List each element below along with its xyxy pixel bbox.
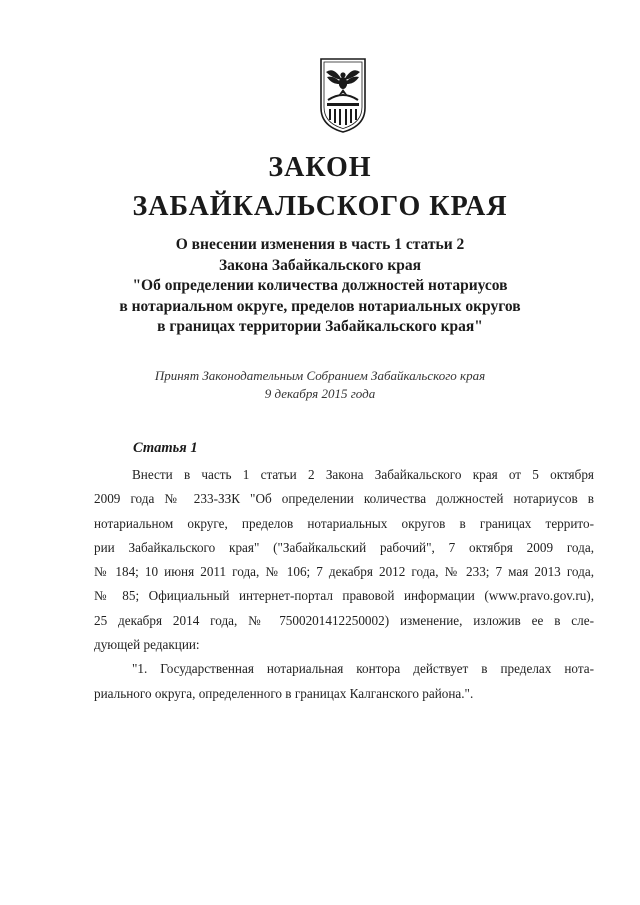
law-region-title: ЗАБАЙКАЛЬСКОГО КРАЯ [132, 191, 508, 222]
subtitle-line: О внесении изменения в часть 1 статьи 2 [175, 236, 465, 253]
paragraph-line: "1. Государственная нотариальная контора действует в пределах нота- [132, 661, 594, 677]
article-body [94, 463, 594, 706]
subtitle-line: "Об определении количества должностей нотариусов [132, 277, 508, 294]
law-title: ЗАКОН [268, 152, 372, 183]
subtitle-line: в нотариальном округе, пределов нотариальных округов [119, 297, 521, 315]
paragraph-line: № 184; 10 июня 2011 года, № 106; 7 декабря 2012 года, № 233; 7 мая 2013 года, [94, 564, 594, 580]
paragraph-line: рии Забайкальского края" ("Забайкальский рабочий", 7 октября 2009 года, [94, 539, 594, 555]
paragraph-line: 2009 года № 233-ЗЗК "Об определении количества должностей нотариусов в [94, 491, 594, 507]
coat-of-arms-icon [318, 56, 368, 134]
paragraph-line: 25 декабря 2014 года, № 7500201412250002) изменение, изложив ее в сле- [94, 612, 594, 628]
subtitle-line: в границах территории Забайкальского края" [157, 318, 483, 335]
subtitle-line: Закона Забайкальского края [218, 256, 422, 274]
adoption-note [80, 367, 560, 403]
paragraph-line: дующей редакции: [94, 637, 200, 653]
paragraph-line: № 85; Официальный интернет-портал правовой информации (www.pravo.gov.ru), [94, 588, 594, 604]
paragraph-line: Внести в часть 1 статьи 2 Закона Забайкальского края от 5 октября [132, 467, 594, 482]
law-subtitle [80, 235, 560, 338]
paragraph-line: нотариальном округе, пределов нотариальных округов в границах террито- [94, 515, 594, 531]
article-heading: Статья 1 [133, 440, 198, 456]
paragraph-line: риального округа, определенного в границах Калганского района.". [94, 685, 474, 701]
adoption-date: 9 декабря 2015 года [264, 386, 376, 401]
adoption-line: Принят Законодательным Собранием Забайкальского края [154, 368, 486, 383]
